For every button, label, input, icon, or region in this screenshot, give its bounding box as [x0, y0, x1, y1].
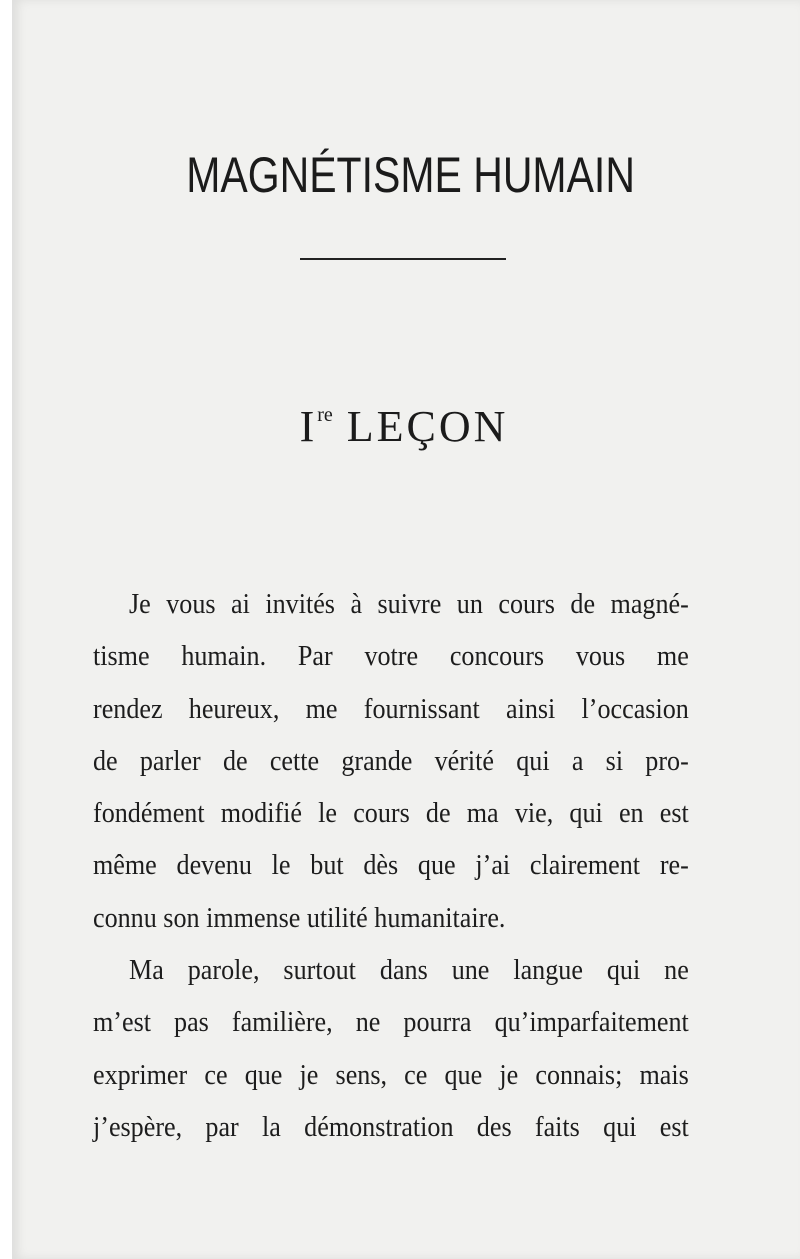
lesson-heading	[12, 402, 796, 451]
lesson-numeral: I	[299, 402, 318, 451]
text-line: fondément modifié le cours de ma vie, qui en est	[93, 797, 689, 830]
text-line: rendez heureux, me fournissant ainsi l’occasion	[93, 692, 689, 725]
text-line: connu son immense utilité humanitaire.	[93, 901, 506, 934]
text-line: exprimer ce que je sens, ce que je connais; mais	[93, 1058, 689, 1091]
text-line: même devenu le but dès que j’ai clairement re-	[93, 849, 689, 882]
text-line: j’espère, par la démonstration des faits qui est	[93, 1110, 689, 1143]
text-line: Ma parole, surtout dans une langue qui ne	[129, 954, 689, 987]
title-divider	[300, 258, 506, 260]
text-line: de parler de cette grande vérité qui a si pro-	[93, 744, 689, 777]
text-line: tisme humain. Par votre concours vous me	[93, 640, 689, 673]
text-line: Je vous ai invités à suivre un cours de magné-	[129, 588, 689, 620]
body-text	[93, 578, 689, 1153]
lesson-word: LEÇON	[346, 402, 509, 451]
text-line: m’est pas familière, ne pourra qu’imparfaitement	[93, 1006, 689, 1039]
lesson-ordinal-suffix: re	[317, 404, 333, 426]
page-title: MAGNÉTISME HUMAIN	[186, 147, 635, 203]
